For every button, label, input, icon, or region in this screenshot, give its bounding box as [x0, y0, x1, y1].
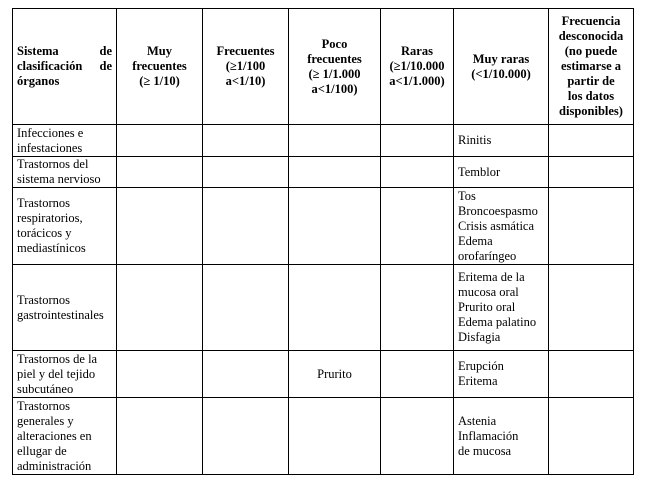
cell-muy-raras: Eritema de la mucosa oral Prurito oral Edema palatino Disfagia	[454, 265, 549, 351]
cell-muy-frecuentes	[117, 265, 203, 351]
cell-desconocida	[549, 157, 634, 188]
cell-desconocida	[549, 125, 634, 157]
cell-muy-frecuentes	[117, 125, 203, 157]
table-row	[13, 188, 634, 265]
header-desconocida: Frecuencia desconocida (no puede estimarse a partir de los datos disponibles)	[549, 9, 634, 125]
table-row	[13, 398, 634, 475]
table-row	[13, 265, 634, 351]
header-row	[13, 9, 634, 125]
cell-desconocida	[549, 265, 634, 351]
cell-frecuentes	[203, 125, 289, 157]
header-frecuentes: Frecuentes (≥1/100 a<1/10)	[203, 9, 289, 125]
cell-poco-frecuentes	[289, 265, 381, 351]
cell-muy-frecuentes	[117, 351, 203, 398]
cell-raras	[381, 265, 454, 351]
cell-desconocida	[549, 188, 634, 265]
cell-poco-frecuentes	[289, 125, 381, 157]
cell-muy-frecuentes	[117, 398, 203, 475]
cell-system: Trastornos respiratorios, torácicos y mediastínicos	[13, 188, 117, 265]
table-row	[13, 125, 634, 157]
cell-poco-frecuentes	[289, 188, 381, 265]
cell-frecuentes	[203, 351, 289, 398]
cell-frecuentes	[203, 398, 289, 475]
cell-poco-frecuentes	[289, 398, 381, 475]
cell-muy-raras: Tos Broncoespasmo Crisis asmática Edema orofaríngeo	[454, 188, 549, 265]
cell-system: Trastornos gastrointestinales	[13, 265, 117, 351]
header-muy-frecuentes: Muy frecuentes (≥ 1/10)	[117, 9, 203, 125]
cell-raras	[381, 351, 454, 398]
cell-muy-raras: Rinitis	[454, 125, 549, 157]
cell-system: Trastornos de la piel y del tejido subcutáneo	[13, 351, 117, 398]
table-row	[13, 351, 634, 398]
header-raras: Raras (≥1/10.000 a<1/1.000)	[381, 9, 454, 125]
cell-muy-raras: Astenia Inflamación de mucosa	[454, 398, 549, 475]
cell-frecuentes	[203, 157, 289, 188]
cell-frecuentes	[203, 265, 289, 351]
cell-frecuentes	[203, 188, 289, 265]
header-muy-raras: Muy raras (<1/10.000)	[454, 9, 549, 125]
cell-system: Trastornos generales y alteraciones en ellugar de administración	[13, 398, 117, 475]
cell-poco-frecuentes	[289, 157, 381, 188]
cell-desconocida	[549, 398, 634, 475]
cell-raras	[381, 188, 454, 265]
header-poco-frecuentes: Poco frecuentes (≥ 1/1.000 a<1/100)	[289, 9, 381, 125]
cell-raras	[381, 157, 454, 188]
cell-system: Trastornos del sistema nervioso	[13, 157, 117, 188]
cell-muy-frecuentes	[117, 157, 203, 188]
cell-poco-frecuentes: Prurito	[289, 351, 381, 398]
cell-desconocida	[549, 351, 634, 398]
adverse-reactions-table	[12, 8, 634, 475]
header-system: Sistema de clasificación de órganos	[13, 9, 117, 125]
cell-system: Infecciones e infestaciones	[13, 125, 117, 157]
cell-raras	[381, 398, 454, 475]
table-row	[13, 157, 634, 188]
cell-muy-raras: Temblor	[454, 157, 549, 188]
cell-muy-frecuentes	[117, 188, 203, 265]
cell-raras	[381, 125, 454, 157]
cell-muy-raras: Erupción Eritema	[454, 351, 549, 398]
